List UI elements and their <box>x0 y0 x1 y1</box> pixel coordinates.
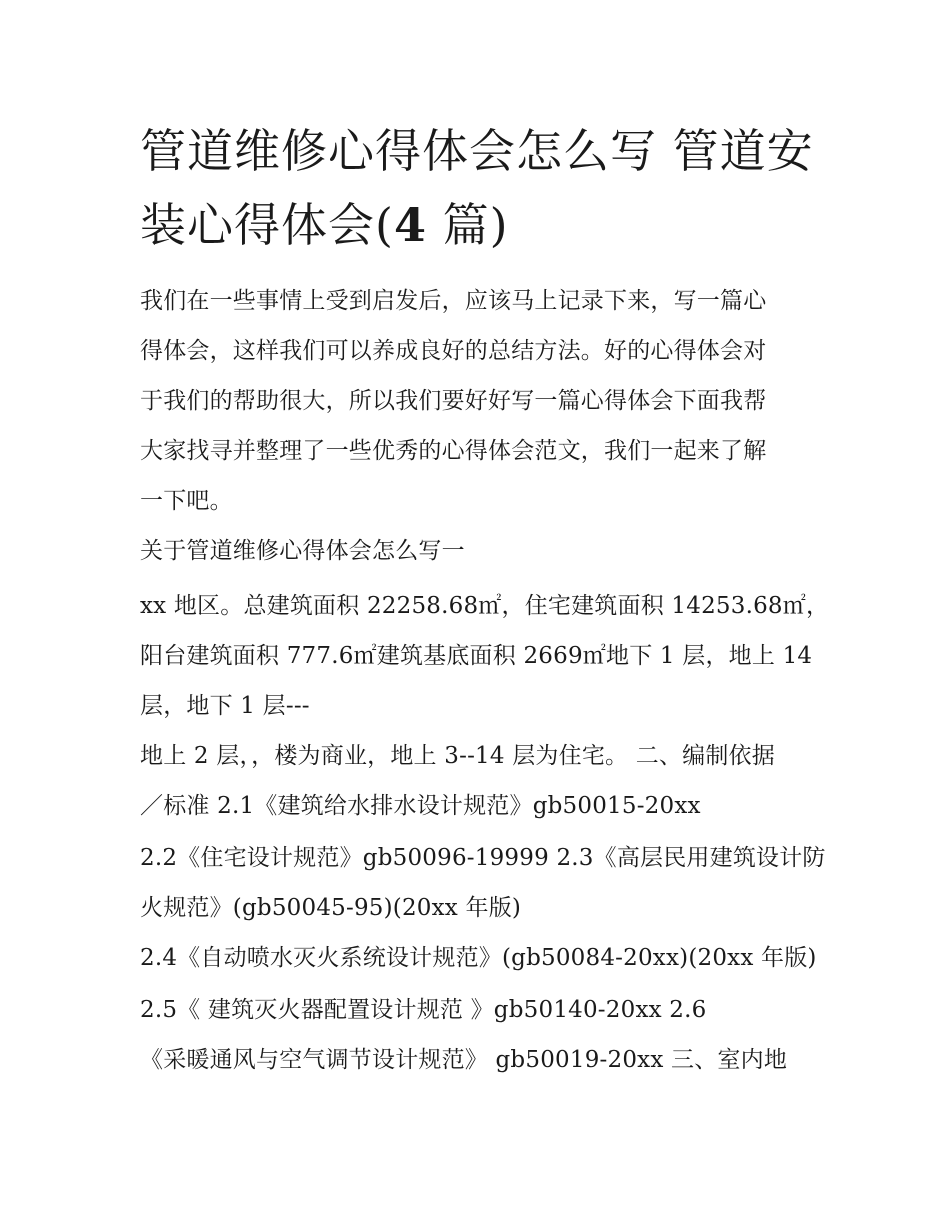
body-line: 于我们的帮助很大，所以我们要好好写一篇心得体会下面我帮 <box>140 388 767 414</box>
body-line: 火规范》(gb50045-95)(20xx 年版) <box>140 895 522 921</box>
body-line: 阳台建筑面积 777.6㎡建筑基底面积 2669㎡地下 1 层，地上 14 <box>140 643 813 669</box>
body-line: 我们在一些事情上受到启发后，应该马上记录下来，写一篇心 <box>140 288 767 314</box>
document-title <box>140 114 830 262</box>
body-line: 得体会，这样我们可以养成良好的总结方法。好的心得体会对 <box>140 338 767 364</box>
body-line: 层，地下 1 层--- <box>140 693 310 719</box>
body-line: 地上 2 层，，楼为商业，地上 3--14 层为住宅。 二、编制依据 <box>140 743 775 769</box>
title-text: 管道维修心得体会怎么写 管道安装心得体会( <box>140 124 814 252</box>
body-line: 2.4《自动喷水灭火系统设计规范》(gb50084-20xx)(20xx 年版) <box>140 945 817 971</box>
body-line: xx 地区。总建筑面积 22258.68㎡，住宅建筑面积 14253.68㎡， <box>140 593 830 619</box>
body-line: 大家找寻并整理了一些优秀的心得体会范文，我们一起来了解 <box>140 438 767 464</box>
body-line: 2.2《住宅设计规范》gb50096-19999 2.3《高层民用建筑设计防 <box>140 845 826 871</box>
body-line: 2.5《 建筑灭火器配置设计规范 》gb50140-20xx 2.6 <box>140 997 707 1023</box>
section-heading: 关于管道维修心得体会怎么写一 <box>140 538 465 564</box>
title-count: 4 <box>393 198 427 252</box>
body-line: ／标准 2.1《建筑给水排水设计规范》gb50015-20xx <box>140 793 701 819</box>
title-suffix: 篇) <box>426 198 509 252</box>
body-line: 一下吧。 <box>140 488 233 514</box>
body-line: 《采暖通风与空气调节设计规范》 gb50019-20xx 三、室内地 <box>140 1047 788 1073</box>
